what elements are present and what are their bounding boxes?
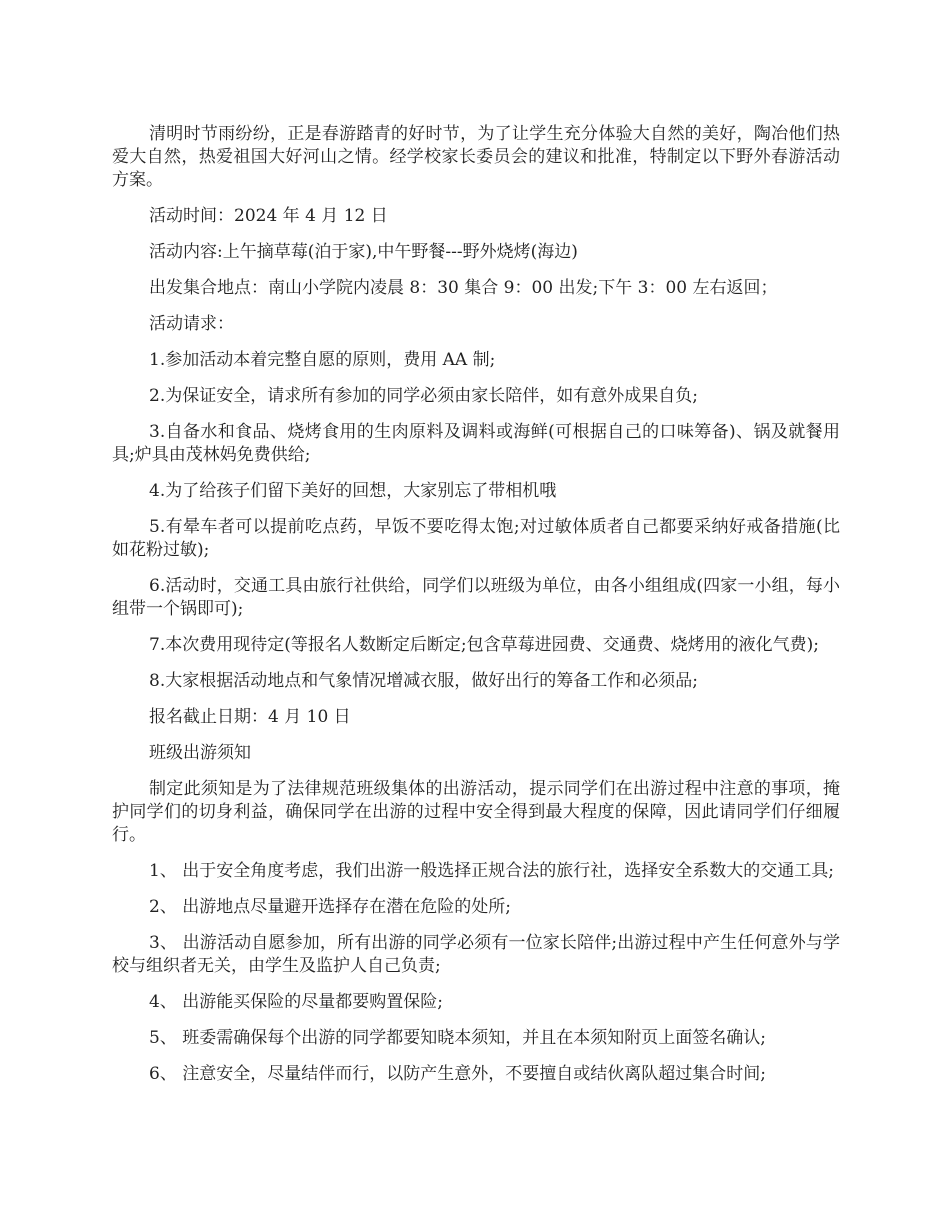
document-body (112, 123, 840, 1099)
registration-deadline: 报名截止日期：4 月 10 日 (149, 707, 351, 727)
activity-content: 活动内容:上午摘草莓(泊于家),中午野餐---野外烧烤(海边) (149, 242, 578, 262)
intro-paragraph: 清明时节雨纷纷，正是春游踏青的好时节，为了让学生充分体验大自然的美好，陶冶他们热爱大自然，热爱祖国大好河山之情。经学校家长委员会的建议和批准，特制定以下野外春游活动方案。 (112, 124, 840, 190)
notice-item: 3、 出游活动自愿参加，所有出游的同学必须有一位家长陪伴;出游过程中产生任何意外与学校与组织者无关，由学生及监护人自己负责; (112, 933, 840, 976)
activity-time: 活动时间：2024 年 4 月 12 日 (149, 206, 388, 226)
requirement-item: 8.大家根据活动地点和气象情况增减衣服，做好出行的筹备工作和必须品; (149, 671, 698, 691)
requirements-heading: 活动请求： (149, 314, 234, 334)
requirement-item: 2.为保证安全，请求所有参加的同学必须由家长陪伴，如有意外成果自负; (149, 386, 698, 406)
requirement-item: 3.自备水和食品、烧烤食用的生肉原料及调料或海鲜(可根据自己的口味筹备)、锅及就餐用具;炉具由茂林妈免费供给; (112, 422, 840, 465)
requirement-item: 6.活动时，交通工具由旅行社供给，同学们以班级为单位，由各小组组成(四家一小组，每小组带一个锅即可); (112, 576, 840, 619)
requirement-item: 5.有晕车者可以提前吃点药，早饭不要吃得太饱;对过敏体质者自己都要采纳好戒备措施(比如花粉过敏); (112, 517, 840, 560)
notice-item: 4、 出游能买保险的尽量都要购置保险; (149, 992, 443, 1012)
notice-heading: 班级出游须知 (149, 743, 251, 763)
meeting-place: 出发集合地点：南山小学院内凌晨 8：30 集合 9：00 出发;下午 3：00 左右返回； (149, 278, 778, 298)
requirement-item: 1.参加活动本着完整自愿的原则，费用 AA 制; (149, 350, 496, 370)
notice-item: 1、 出于安全角度考虑，我们出游一般选择正规合法的旅行社，选择安全系数大的交通工具; (149, 861, 834, 881)
requirement-item: 4.为了给孩子们留下美好的回想，大家别忘了带相机哦 (149, 481, 557, 501)
notice-item: 5、 班委需确保每个出游的同学都要知晓本须知，并且在本须知附页上面签名确认; (149, 1028, 766, 1048)
notice-item: 6、 注意安全，尽量结伴而行，以防产生意外，不要擅自或结伙离队超过集合时间; (149, 1064, 766, 1084)
notice-item: 2、 出游地点尽量避开选择存在潜在危险的处所; (149, 897, 511, 917)
notice-intro: 制定此须知是为了法律规范班级集体的出游活动，提示同学们在出游过程中注意的事项，掩护同学们的切身利益，确保同学在出游的过程中安全得到最大程度的保障，因此请同学们仔细履行。 (112, 779, 840, 845)
requirement-item: 7.本次费用现待定(等报名人数断定后断定;包含草莓进园费、交通费、烧烤用的液化气费); (149, 635, 819, 655)
